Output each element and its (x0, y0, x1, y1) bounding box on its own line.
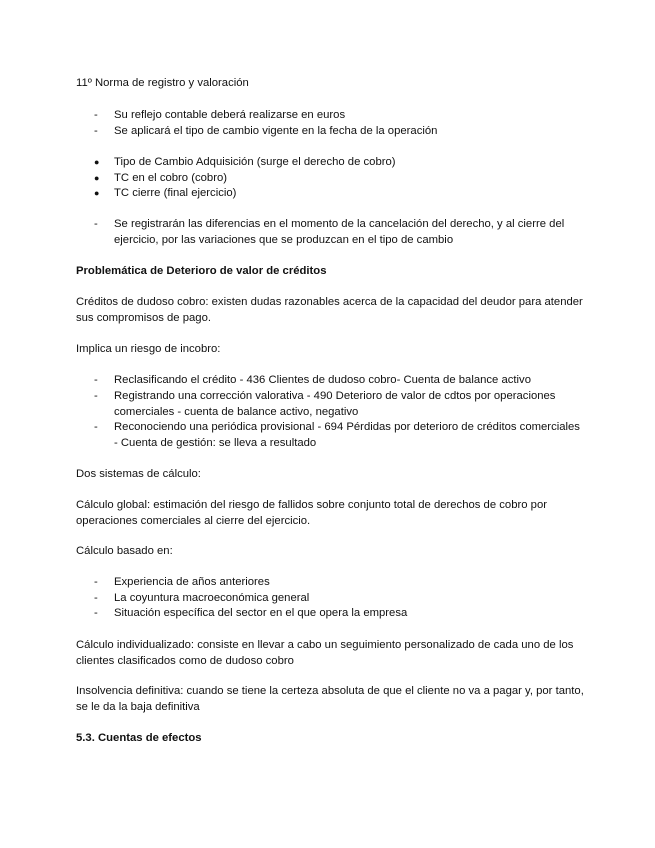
bullet-marker: ● (94, 188, 100, 198)
dash-marker: - (94, 125, 98, 137)
dash-marker: - (94, 218, 98, 230)
dash-marker: - (94, 607, 98, 619)
list-item-text: Se aplicará el tipo de cambio vigente en la fecha de la operación (114, 125, 438, 137)
bullet-marker: ● (94, 173, 100, 183)
dash-marker: - (94, 421, 98, 433)
list-item-text: TC cierre (final ejercicio) (114, 187, 237, 199)
dash-marker: - (94, 109, 98, 121)
dash-marker: - (94, 592, 98, 604)
insolvencia-paragraph: Insolvencia definitiva: cuando se tiene la certeza absoluta de que el cliente no va a pagar y, por tanto, se le da la baja definitiva (76, 685, 584, 713)
list-item-text: Su reflejo contable deberá realizarse en euros (114, 109, 346, 121)
implica-paragraph: Implica un riesgo de incobro: (76, 343, 221, 355)
dudoso-paragraph: Créditos de dudoso cobro: existen dudas razonables acerca de la capacidad del deudor para atender sus compromisos de pago. (76, 296, 583, 324)
efectos-heading: 5.3. Cuentas de efectos (76, 732, 202, 744)
list-item-text: Experiencia de años anteriores (114, 576, 270, 588)
calculo-individual-paragraph: Cálculo individualizado: consiste en llevar a cabo un seguimiento personalizado de cada uno de los clientes clasificados como de dudoso cobro (76, 639, 574, 667)
list-item-text: Reclasificando el crédito - 436 Clientes de dudoso cobro- Cuenta de balance activo (114, 374, 531, 386)
deterioro-heading: Problemática de Deterioro de valor de créditos (76, 265, 327, 277)
dash-marker: - (94, 576, 98, 588)
dash-marker: - (94, 390, 98, 402)
list-item-text: Tipo de Cambio Adquisición (surge el derecho de cobro) (114, 156, 396, 168)
calculo-basado-paragraph: Cálculo basado en: (76, 545, 173, 557)
list-item-text: La coyuntura macroeconómica general (114, 592, 310, 604)
list-item-text: TC en el cobro (cobro) (114, 172, 228, 184)
norma-heading: 11º Norma de registro y valoración (76, 77, 249, 89)
list-item-text: Se registrarán las diferencias en el momento de la cancelación del derecho, y al cierre del ejercicio, por las variaciones que se produzcan en el tipo de cambio (114, 218, 565, 246)
dash-marker: - (94, 374, 98, 386)
list-item-text: Reconociendo una periódica provisional - 694 Pérdidas por deterioro de créditos comerciales - Cuenta de gestión: se lleva a resultado (114, 421, 580, 449)
list-item-text: Registrando una corrección valorativa - 490 Deterioro de valor de cdtos por operaciones comerciales - cuenta de balance activo, negativo (114, 390, 556, 418)
dos-sistemas-paragraph: Dos sistemas de cálculo: (76, 468, 201, 480)
bullet-marker: ● (94, 157, 100, 167)
calculo-global-paragraph: Cálculo global: estimación del riesgo de fallidos sobre conjunto total de derechos de cobro por operaciones comerciales al cierre del ejercicio. (76, 499, 547, 527)
list-item-text: Situación específica del sector en el que opera la empresa (114, 607, 408, 619)
